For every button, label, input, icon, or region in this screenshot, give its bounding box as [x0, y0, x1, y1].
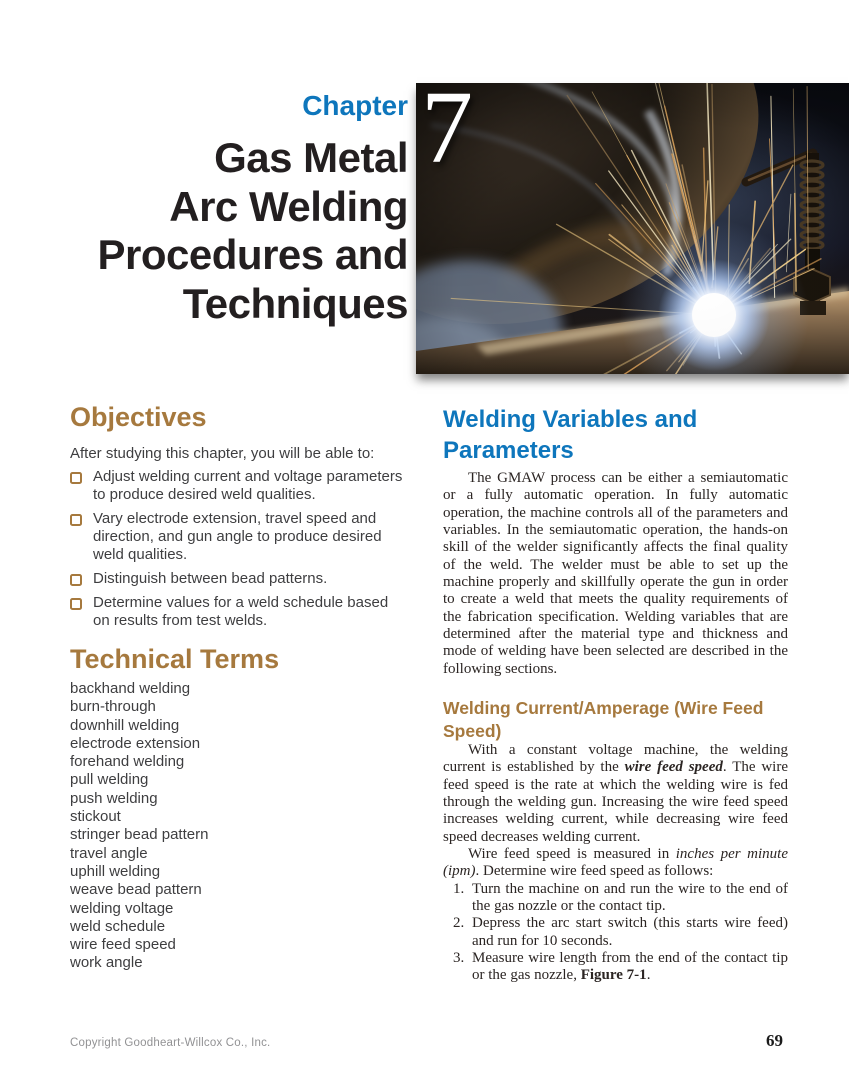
- step-text: Turn the machine on and run the wire to the end of the gas nozzle or the contact tip.: [472, 880, 788, 915]
- checkbox-bullet-icon: [70, 472, 82, 484]
- page-number: 69: [766, 1031, 783, 1050]
- chapter-number: 7: [421, 70, 473, 185]
- chapter-title-line: Gas Metal: [214, 134, 408, 181]
- step-text: Depress the arc start switch (this starts wire feed) and run for 10 seconds.: [472, 915, 788, 949]
- step-item: [443, 950, 788, 985]
- objective-item: [70, 594, 408, 630]
- objectives-heading: Objectives: [70, 402, 207, 432]
- objective-text: Vary electrode extension, travel speed and direction, and gun angle to produce desired weld qualities.: [93, 510, 382, 563]
- technical-terms-heading: Technical Terms: [70, 644, 280, 674]
- section-paragraph: The GMAW process can be either a semiautomatic or a fully automatic operation. In fully automatic operation, the machine controls all of the parameters and variables. In the semiautomatic operation, the hands-on skill of the welder significantly affects the final quality of the weld. The welder must be able to set up the machine properly and skillfully operate the gun in order to create a weld that meets the quality requirements of the fabrication specification. Welding variables that are determined after the material type and thickness and mode of welding have been selected are described in the following sections.: [443, 470, 788, 677]
- objective-text: Determine values for a weld schedule based on results from test welds.: [93, 594, 389, 629]
- subsection-body: [443, 742, 788, 985]
- objective-text: Adjust welding current and voltage parameters to produce desired weld qualities.: [93, 468, 403, 503]
- step-number: 1.: [453, 880, 465, 897]
- step-number: 3.: [453, 950, 465, 967]
- subsection-heading: Welding Current/Amperage (Wire Feed Speed): [443, 698, 764, 741]
- subsection-paragraph-1: With a constant voltage machine, the welding current is established by the wire feed speed. The wire feed speed is the rate at which the welding wire is fed through the welding gun. Increasing the wire feed speed increases welding current, while decreasing wire feed speed decreases welding current.: [443, 742, 788, 845]
- technical-terms-list: [70, 680, 410, 973]
- technical-term: weave bead pattern: [70, 881, 202, 899]
- technical-term: pull welding: [70, 771, 149, 789]
- checkbox-bullet-icon: [70, 574, 82, 586]
- technical-term: welding voltage: [70, 899, 174, 917]
- objective-text: Distinguish between bead patterns.: [93, 570, 328, 587]
- objective-item: [70, 510, 408, 564]
- technical-term: stringer bead pattern: [70, 826, 209, 844]
- objectives-intro: After studying this chapter, you will be able to:: [70, 445, 375, 462]
- step-item: [443, 881, 788, 916]
- checkbox-bullet-icon: [70, 514, 82, 526]
- welding-photo-illustration: [416, 83, 849, 374]
- objectives-list: [70, 468, 408, 636]
- chapter-title-line: Arc Welding: [169, 182, 408, 230]
- vignette: [416, 83, 849, 374]
- technical-term: uphill welding: [70, 862, 161, 880]
- technical-term: forehand welding: [70, 753, 185, 771]
- technical-term: electrode extension: [70, 734, 201, 752]
- technical-term: burn-through: [70, 698, 156, 716]
- subsection-paragraph-2: Wire feed speed is measured in inches per minute (ipm). Determine wire feed speed as follows:: [443, 846, 788, 880]
- objective-item: [70, 468, 408, 504]
- technical-term: stickout: [70, 808, 121, 826]
- copyright-notice: Copyright Goodheart-Willcox Co., Inc.: [70, 1037, 271, 1049]
- chapter-label: Chapter: [302, 90, 408, 121]
- technical-term: travel angle: [70, 844, 148, 862]
- section-heading: Welding Variables and Parameters: [443, 406, 698, 464]
- welding-photo: [416, 70, 849, 374]
- chapter-title-line: Techniques: [182, 279, 408, 327]
- chapter-title-line: Procedures and: [97, 231, 408, 278]
- step-number: 2.: [453, 915, 465, 932]
- steps-list: [443, 881, 788, 985]
- step-item: [443, 915, 788, 950]
- technical-term: weld schedule: [70, 917, 166, 935]
- technical-term: push welding: [70, 789, 158, 807]
- chapter-title: [0, 134, 408, 328]
- technical-term: work angle: [70, 954, 143, 972]
- technical-term: wire feed speed: [70, 936, 176, 954]
- checkbox-bullet-icon: [70, 598, 82, 610]
- objective-item: [70, 570, 408, 588]
- technical-term: downhill welding: [70, 716, 180, 734]
- technical-term: backhand welding: [70, 680, 191, 697]
- step-text: Measure wire length from the end of the contact tip or the gas nozzle, Figure 7-1.: [472, 950, 788, 984]
